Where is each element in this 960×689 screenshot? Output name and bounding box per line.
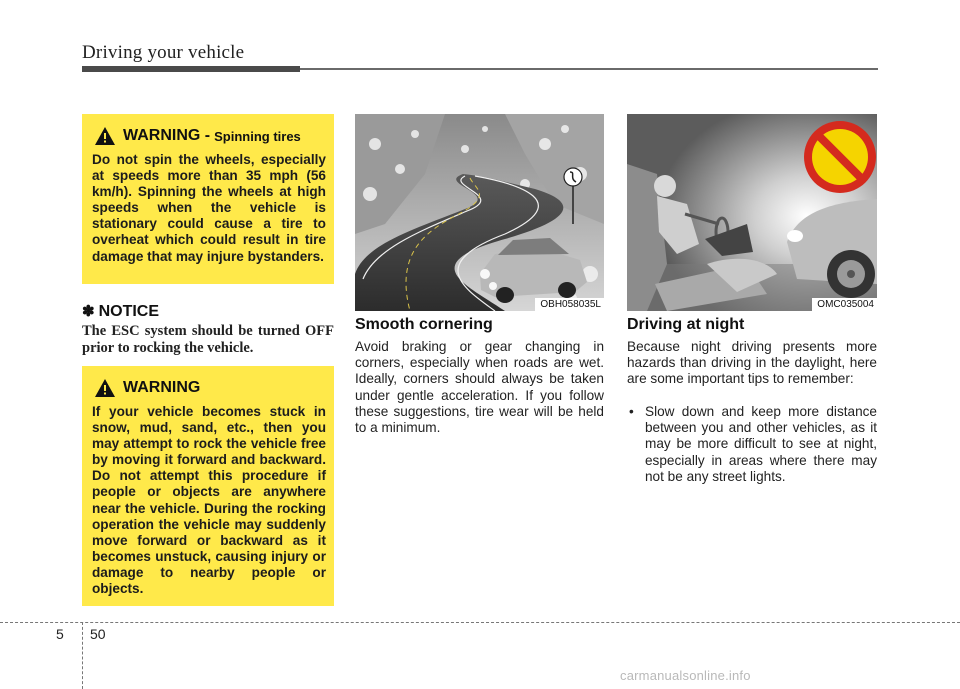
notice-star-icon: ✽	[82, 303, 95, 320]
bullet-icon: •	[629, 404, 634, 419]
notice-heading	[82, 302, 159, 321]
curve-road-illustration	[355, 114, 604, 311]
warning-text: Do not spin the wheels, especially at speeds more than 35 mph (56 km/h). Spinning the wheels at high speeds when the vehicle is stationary could cause a tire to overheat which could result in tire damage that may injure bystanders.	[92, 152, 326, 264]
footer-divider	[82, 622, 83, 689]
chapter-number: 5	[56, 626, 64, 642]
warning-heading	[94, 376, 326, 400]
warning-triangle-icon	[94, 378, 116, 398]
watermark-text: carmanualsonline.info	[620, 668, 751, 683]
list-item	[627, 404, 877, 485]
warning-heading	[94, 124, 326, 148]
warning-title: WARNING -	[123, 127, 211, 144]
warning-title: WARNING	[123, 379, 201, 396]
footer-rule	[0, 622, 960, 623]
page-number: 50	[90, 626, 106, 642]
section-text-cornering: Avoid braking or gear changing in corners, especially when roads are wet. Ideally, corners should always be taken under gentle acceleration. If you follow these suggestions, tire wear will be held to a minimum.	[355, 339, 604, 436]
section-intro-night: Because night driving presents more hazards than driving in the daylight, here are some important tips to remember:	[627, 339, 877, 387]
night-glare-illustration	[627, 114, 877, 311]
section-title-cornering: Smooth cornering	[355, 316, 493, 333]
header-accent-bar	[82, 66, 300, 72]
section-title-night: Driving at night	[627, 316, 745, 333]
warning-triangle-icon	[94, 126, 116, 146]
image-code: OBH058035L	[535, 298, 604, 311]
page-header-title: Driving your vehicle	[82, 42, 245, 63]
notice-title: NOTICE	[98, 303, 160, 320]
warning-box-spinning-tires	[82, 114, 334, 284]
warning-subtitle: Spinning tires	[214, 128, 301, 144]
warning-box-stuck-vehicle	[82, 366, 334, 606]
header-rule	[300, 68, 878, 70]
notice-text: The ESC system should be turned OFF prior to rocking the vehicle.	[82, 323, 334, 356]
image-code: OMC035004	[812, 298, 877, 311]
warning-text: If your vehicle becomes stuck in snow, mud, sand, etc., then you may attempt to rock the vehicle free by moving it forward and backward. Do not attempt this procedure if people or objects are anywhere near the vehicle. During the rocking operation the vehicle may suddenly move forward or backward as it becomes unstuck, causing injury or damage to nearby people or objects.	[92, 404, 326, 597]
list-item-text: Slow down and keep more distance between you and other vehicles, as it may be more difficult to see at night, especially in areas where there may not be any street lights.	[645, 404, 877, 484]
